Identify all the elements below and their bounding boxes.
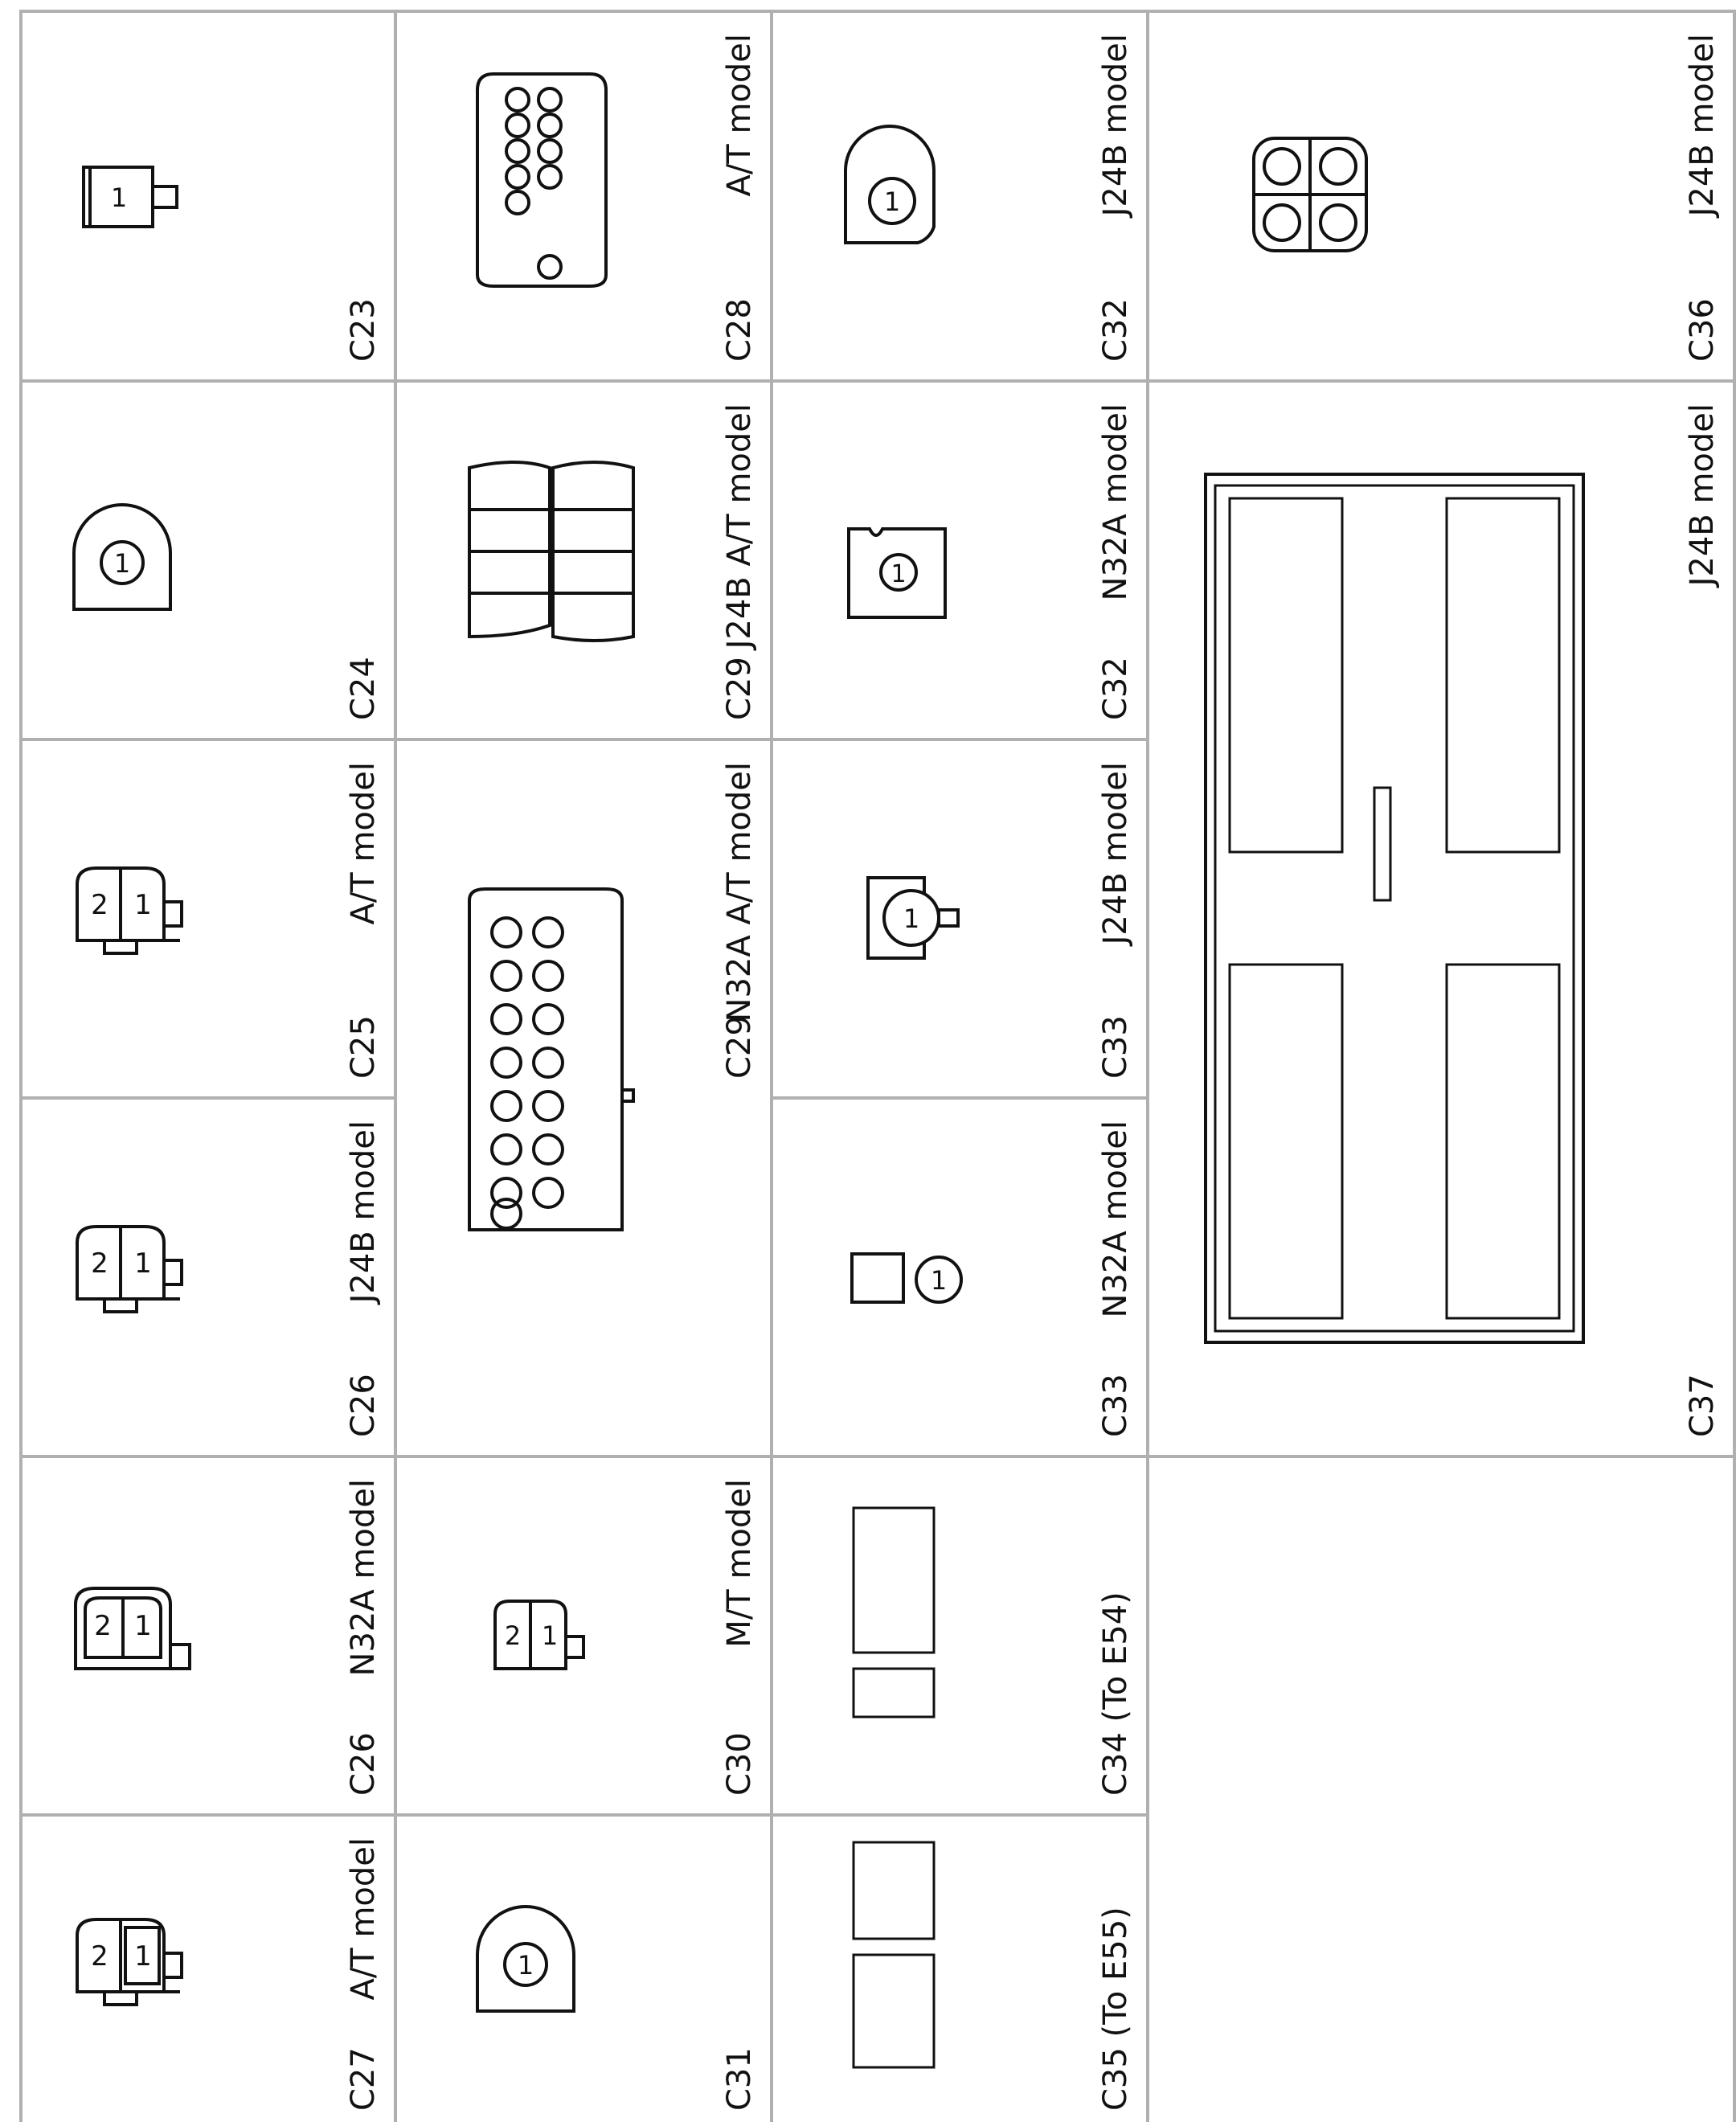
svg-text:1: 1 [113,548,131,579]
cell-c29-j24b [394,379,773,741]
connector-c26-n32a-icon [68,1580,196,1693]
model-label: J24B model [1684,404,1721,587]
connector-c27-icon [72,1911,193,2024]
svg-text:1: 1 [134,889,152,921]
model-label: J24B model [1097,34,1134,217]
model-label: N32A model [345,1479,382,1677]
connector-code: C28 [721,298,758,362]
connector-c32-n32a-icon [841,505,961,633]
cell-c33-n32a [770,1096,1149,1458]
svg-text:1: 1 [903,903,920,934]
svg-text:2: 2 [91,1940,108,1972]
connector-code: C25 [345,1015,382,1079]
svg-text:1: 1 [110,182,128,213]
connector-c23-icon [68,146,188,251]
model-label: N32A model [1097,404,1134,601]
svg-text:2: 2 [91,889,108,921]
connector-c34-icon [837,1484,950,1725]
connector-code: C27 [345,2047,382,2111]
model-label: A/T model [345,762,382,925]
svg-text:1: 1 [517,1950,534,1981]
cell-c36 [1146,10,1736,383]
cell-c34 [770,1455,1149,1817]
model-label: A/T model [345,1837,382,2001]
svg-text:1: 1 [134,1247,152,1280]
connector-c29-j24b-icon [453,440,646,649]
connector-c31-icon [468,1899,588,2019]
svg-text:2: 2 [504,1620,522,1651]
connector-c26-j24b-icon [72,1219,193,1331]
cell-c29-n32a [394,738,773,1458]
cell-c32-n32a [770,379,1149,741]
model-label: N32A model [1097,1120,1134,1318]
model-label: J24B model [1684,34,1721,217]
connector-code: C35 (To E55) [1097,1907,1134,2111]
connector-c36-icon [1246,130,1374,259]
cell-c26-n32a [19,1455,397,1817]
connector-code: C31 [721,2047,758,2111]
connector-code: C33 [1097,1374,1134,1437]
model-label: N32A A/T model [721,762,758,1022]
cell-c33-j24b [770,738,1149,1100]
svg-text:1: 1 [883,186,901,217]
cell-c30 [394,1455,773,1817]
svg-text:1: 1 [541,1620,559,1651]
model-label: A/T model [721,34,758,197]
cell-c26-j24b [19,1096,397,1458]
model-label: J24B model [1097,762,1134,945]
connector-code: C33 [1097,1015,1134,1079]
model-label: J24B A/T model [721,404,758,649]
connector-c32-j24b-icon [837,138,958,259]
connector-c29-n32a-icon [453,884,654,1238]
model-label: M/T model [721,1479,758,1648]
connector-code: C34 (To E54) [1097,1592,1134,1796]
svg-text:1: 1 [134,1610,152,1642]
connector-c37-icon [1198,466,1615,1350]
svg-text:2: 2 [94,1610,112,1642]
cell-c37 [1146,379,1736,1458]
connector-code: C36 [1684,298,1721,362]
connector-code: C30 [721,1732,758,1796]
connector-code: C24 [345,657,382,720]
svg-text:1: 1 [134,1940,152,1972]
cell-c31 [394,1813,773,2122]
connector-code: C29 [721,1015,758,1079]
cell-empty [1146,1455,1736,2122]
model-label: J24B model [345,1120,382,1304]
cell-c24 [19,379,397,741]
connector-c33-j24b-icon [844,855,972,976]
connector-code: C32 [1097,657,1134,720]
connector-c24-icon [64,497,185,617]
connector-c35-icon [837,1834,950,2075]
connector-c25-icon [72,860,193,973]
cell-c28 [394,10,773,383]
connector-c30-icon [487,1590,592,1686]
svg-text:1: 1 [930,1265,948,1296]
connector-code: C23 [345,298,382,362]
connector-code: C37 [1684,1374,1721,1437]
cell-c35 [770,1813,1149,2122]
connector-code: C32 [1097,298,1134,362]
connector-code: C26 [345,1374,382,1437]
cell-c23 [19,10,397,383]
connector-code: C29 [721,657,758,720]
svg-text:2: 2 [91,1247,108,1280]
connector-sheet [19,10,1736,2122]
cell-c27 [19,1813,397,2122]
connector-code: C26 [345,1732,382,1796]
cell-c25 [19,738,397,1100]
connector-c33-n32a-icon [849,1222,969,1334]
connector-c28-icon [461,66,622,291]
svg-text:1: 1 [891,560,907,588]
cell-c32-j24b [770,10,1149,383]
